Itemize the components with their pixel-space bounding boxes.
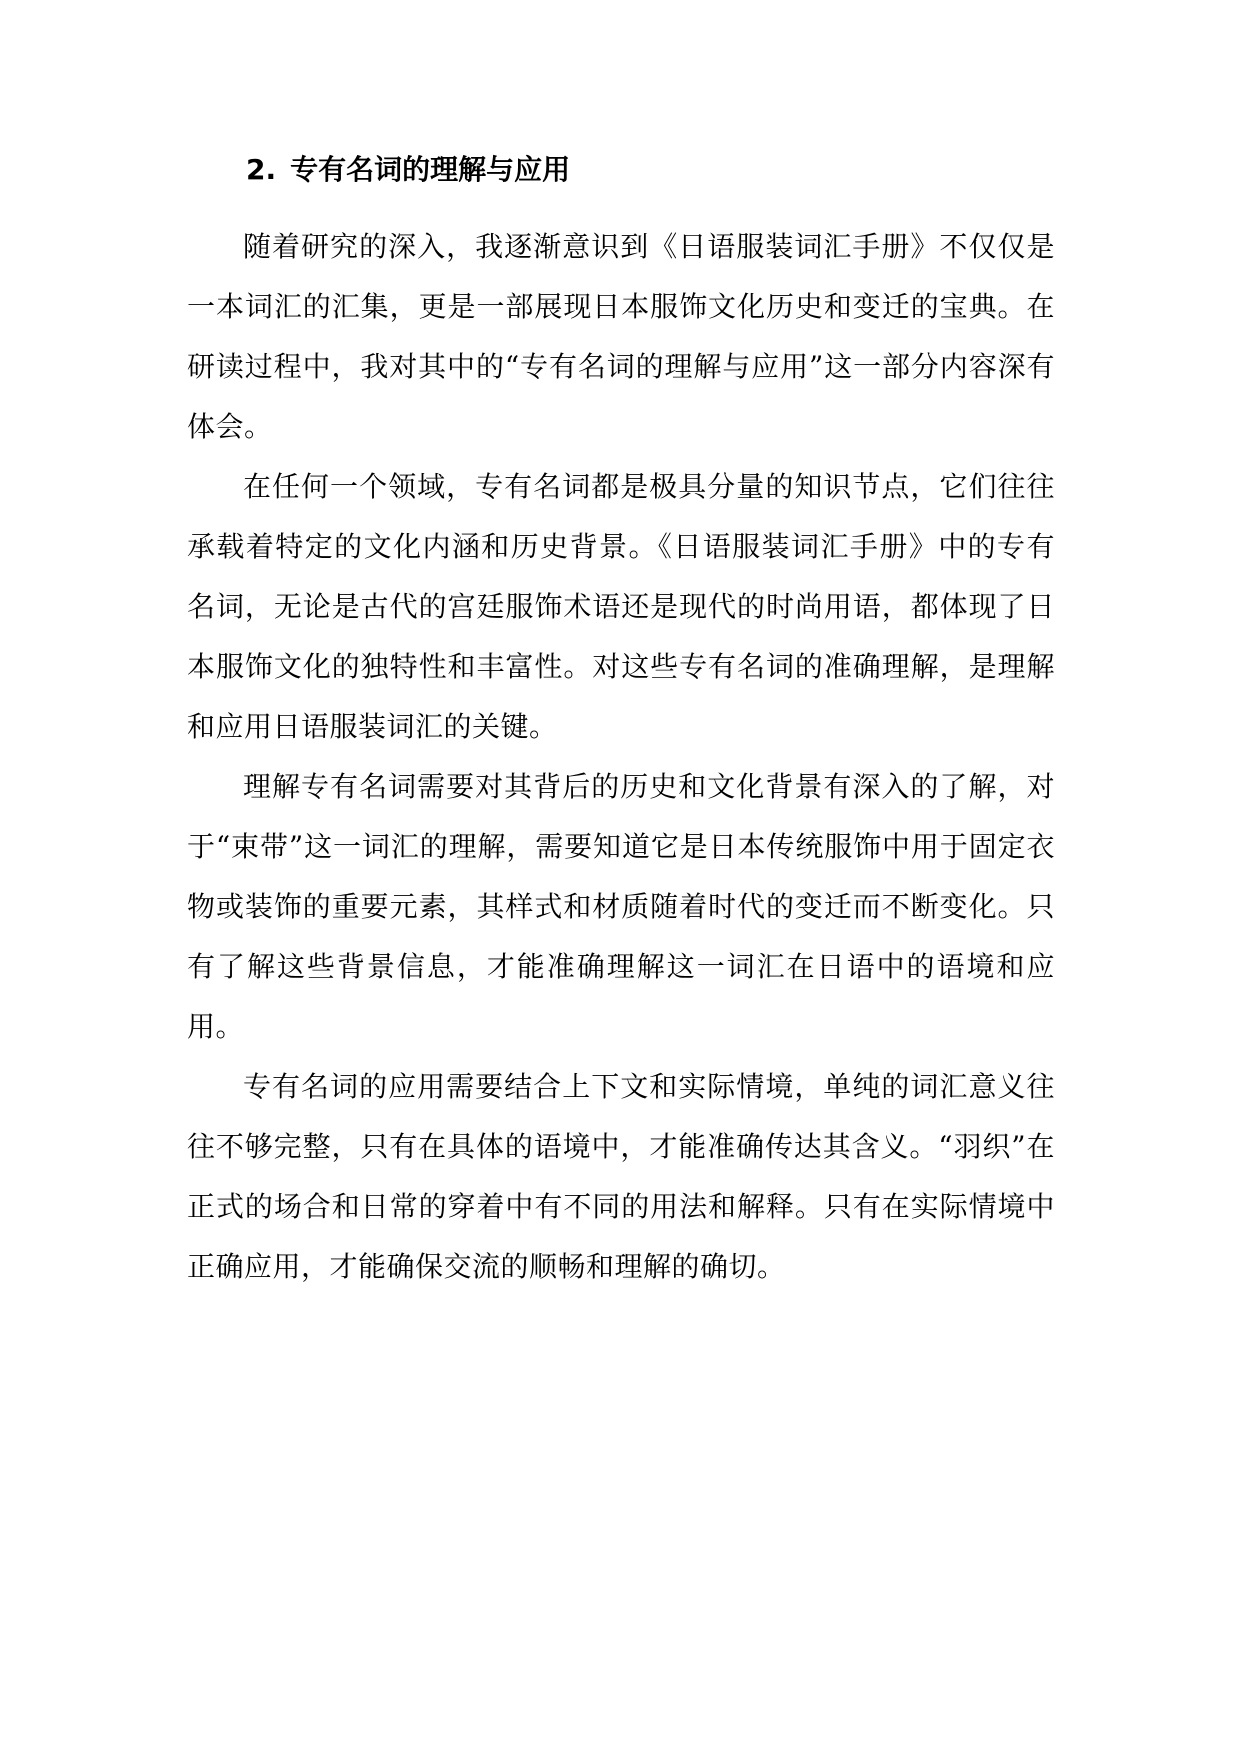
section-heading	[246, 150, 570, 190]
paragraph: 理解专有名词需要对其背后的历史和文化背景有深入的了解，对于“束带”这一词汇的理解，需要知道它是日本传统服饰中用于固定衣物或装饰的重要元素，其样式和材质随着时代的变迁而不断变化。只有了解这些背景信息，才能准确理解这一词汇在日语中的语境和应用。	[187, 770, 1055, 1043]
section-number: 2.	[246, 153, 277, 186]
paragraph: 在任何一个领域，专有名词都是极具分量的知识节点，它们往往承载着特定的文化内涵和历史背景。《日语服装词汇手册》中的专有名词，无论是古代的宫廷服饰术语还是现代的时尚用语，都体现了日本服饰文化的独特性和丰富性。对这些专有名词的准确理解，是理解和应用日语服装词汇的关键。	[187, 470, 1055, 743]
document-body	[187, 217, 1055, 1297]
section-title: 专有名词的理解与应用	[290, 153, 571, 186]
paragraph: 随着研究的深入，我逐渐意识到《日语服装词汇手册》不仅仅是一本词汇的汇集，更是一部展现日本服饰文化历史和变迁的宝典。在研读过程中，我对其中的“专有名词的理解与应用”这一部分内容深有体会。	[187, 230, 1055, 443]
paragraph: 专有名词的应用需要结合上下文和实际情境，单纯的词汇意义往往不够完整，只有在具体的语境中，才能准确传达其含义。“羽织”在正式的场合和日常的穿着中有不同的用法和解释。只有在实际情境中正确应用，才能确保交流的顺畅和理解的确切。	[187, 1070, 1055, 1283]
